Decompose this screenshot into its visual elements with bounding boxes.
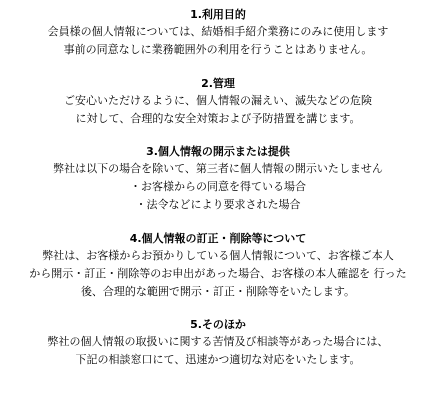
section-purpose-of-use bbox=[0, 7, 436, 59]
section-text-line: ご安心いただけるように、個人情報の漏えい、滅失などの危険 bbox=[64, 94, 372, 107]
section-spacer bbox=[0, 59, 436, 76]
section-text-line: から開示・訂正・削除等のお申出があった場合、お客様の本人確認を 行った bbox=[29, 267, 407, 280]
section-list-item: ・お客様からの同意を得ている場合 bbox=[130, 180, 306, 193]
section-heading: 4.個人情報の訂正・削除等について bbox=[129, 232, 307, 245]
section-management bbox=[0, 76, 436, 128]
section-text-line: 下記の相談窓口にて、迅速かつ適切な対応をいたします。 bbox=[75, 353, 361, 366]
section-text-line: 会員様の個人情報については、結婚相手紹介業務にのみに使用します bbox=[47, 25, 389, 38]
section-correction-deletion bbox=[0, 231, 436, 301]
section-text-line: 弊社は以下の場合を除いて、第三者に個人情報の開示いたしません bbox=[53, 162, 383, 175]
section-spacer bbox=[0, 214, 436, 231]
section-heading: 2.管理 bbox=[201, 77, 235, 90]
section-text-line: 後、合理的な範囲で開示・訂正・削除等をいたします。 bbox=[80, 285, 356, 298]
section-heading: 1.利用目的 bbox=[190, 8, 246, 21]
section-spacer bbox=[0, 128, 436, 144]
section-other bbox=[0, 317, 436, 369]
section-spacer bbox=[0, 301, 436, 317]
section-list-item: ・法令などにより要求された場合 bbox=[135, 198, 301, 211]
section-disclosure bbox=[0, 144, 436, 214]
section-text-line: 弊社は、お客様からお預かりしている個人情報について、お客様ご本人 bbox=[42, 249, 394, 262]
section-text-line: に対して、合理的な安全対策および予防措置を講じます。 bbox=[75, 112, 361, 125]
section-text-line: 弊社の個人情報の取扱いに関する苦情及び相談等があった場合には、 bbox=[47, 335, 389, 348]
section-text-line: 事前の同意なしに業務範囲外の利用を行うことはありません。 bbox=[63, 43, 373, 56]
section-heading: 3.個人情報の開示または提供 bbox=[146, 145, 290, 158]
section-heading: 5.そのほか bbox=[190, 318, 246, 331]
